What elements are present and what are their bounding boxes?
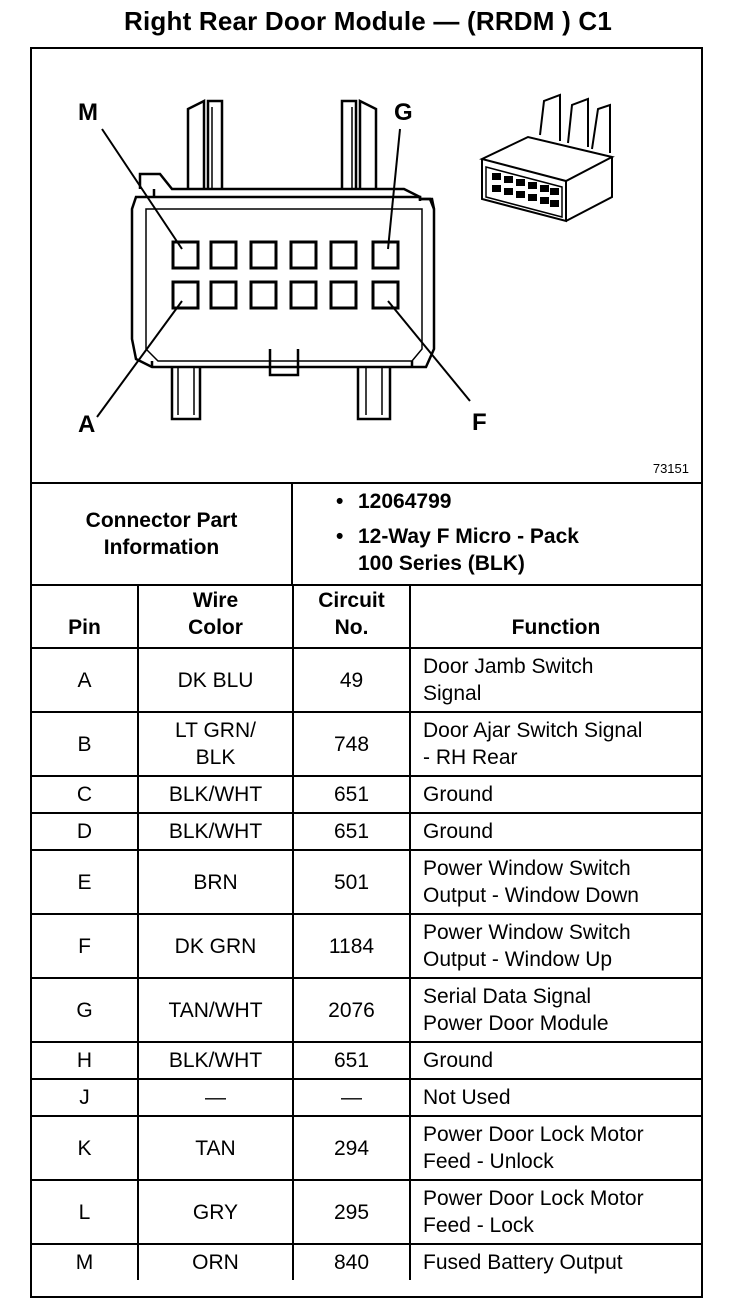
figure-number: 73151 bbox=[652, 461, 689, 476]
function-cell: Power Door Lock Motor Feed - Lock bbox=[410, 1180, 701, 1244]
table-header-row bbox=[32, 586, 701, 648]
pin-cell: L bbox=[32, 1180, 138, 1244]
connector-description-line2: 100 Series (BLK) bbox=[358, 552, 525, 575]
connector-sheet bbox=[30, 47, 703, 1298]
wire-color-cell: DK BLU bbox=[138, 648, 293, 712]
function-cell: Ground bbox=[410, 813, 701, 850]
circuit-number-cell: 840 bbox=[293, 1244, 410, 1280]
pin-cell: E bbox=[32, 850, 138, 914]
table-row bbox=[32, 914, 701, 978]
table-row bbox=[32, 712, 701, 776]
circuit-number-cell: 294 bbox=[293, 1116, 410, 1180]
pin-label-top-left: M bbox=[78, 99, 98, 126]
circuit-number-cell: 651 bbox=[293, 813, 410, 850]
pin-cell: M bbox=[32, 1244, 138, 1280]
connector-part-info bbox=[32, 484, 701, 586]
wire-color-cell: BLK/WHT bbox=[138, 813, 293, 850]
table-row bbox=[32, 776, 701, 813]
function-cell: Door Ajar Switch Signal - RH Rear bbox=[410, 712, 701, 776]
table-row bbox=[32, 1079, 701, 1116]
pin-cell: J bbox=[32, 1079, 138, 1116]
function-cell: Ground bbox=[410, 776, 701, 813]
wire-color-cell: BRN bbox=[138, 850, 293, 914]
table-row bbox=[32, 1042, 701, 1079]
wire-color-cell: BLK/WHT bbox=[138, 1042, 293, 1079]
header-function: Function bbox=[410, 586, 701, 648]
pinout-table bbox=[32, 586, 701, 1280]
function-cell: Not Used bbox=[410, 1079, 701, 1116]
circuit-number-cell: 1184 bbox=[293, 914, 410, 978]
table-row bbox=[32, 978, 701, 1042]
header-circuit-no: Circuit No. bbox=[293, 586, 410, 648]
function-cell: Fused Battery Output bbox=[410, 1244, 701, 1280]
function-cell: Power Window Switch Output - Window Up bbox=[410, 914, 701, 978]
circuit-number-cell: — bbox=[293, 1079, 410, 1116]
circuit-number-cell: 651 bbox=[293, 776, 410, 813]
table-row bbox=[32, 648, 701, 712]
pin-cell: K bbox=[32, 1116, 138, 1180]
circuit-number-cell: 651 bbox=[293, 1042, 410, 1079]
connector-part-details bbox=[332, 488, 579, 585]
connector-face-drawing bbox=[32, 49, 701, 482]
wire-color-cell: GRY bbox=[138, 1180, 293, 1244]
circuit-number-cell: 49 bbox=[293, 648, 410, 712]
pin-label-bottom-left: A bbox=[78, 411, 96, 438]
wire-color-cell: ORN bbox=[138, 1244, 293, 1280]
circuit-number-cell: 501 bbox=[293, 850, 410, 914]
table-row bbox=[32, 1180, 701, 1244]
pin-cell: D bbox=[32, 813, 138, 850]
table-row bbox=[32, 850, 701, 914]
pin-label-bottom-right: F bbox=[472, 409, 487, 436]
function-cell: Power Window Switch Output - Window Down bbox=[410, 850, 701, 914]
pin-cell: G bbox=[32, 978, 138, 1042]
function-cell: Door Jamb Switch Signal bbox=[410, 648, 701, 712]
function-cell: Ground bbox=[410, 1042, 701, 1079]
table-row bbox=[32, 813, 701, 850]
circuit-number-cell: 2076 bbox=[293, 978, 410, 1042]
connector-description bbox=[332, 523, 579, 577]
connector-part-label-line1: Connector Part bbox=[85, 509, 238, 532]
circuit-number-cell: 748 bbox=[293, 712, 410, 776]
pin-cell: F bbox=[32, 914, 138, 978]
page-title: Right Rear Door Module — (RRDM ) C1 bbox=[124, 6, 612, 36]
part-number: • 12064799 bbox=[332, 488, 579, 515]
wire-color-cell: BLK/WHT bbox=[138, 776, 293, 813]
header-pin: Pin bbox=[32, 586, 138, 648]
circuit-number-cell: 295 bbox=[293, 1180, 410, 1244]
wire-color-cell: — bbox=[138, 1079, 293, 1116]
pin-cell: C bbox=[32, 776, 138, 813]
wire-color-cell: TAN bbox=[138, 1116, 293, 1180]
wire-color-cell: TAN/WHT bbox=[138, 978, 293, 1042]
pin-cell: H bbox=[32, 1042, 138, 1079]
function-cell: Power Door Lock Motor Feed - Unlock bbox=[410, 1116, 701, 1180]
pin-label-top-right: G bbox=[394, 99, 413, 126]
pinout-table-body bbox=[32, 648, 701, 1280]
wire-color-cell: LT GRN/ BLK bbox=[138, 712, 293, 776]
pin-cell: B bbox=[32, 712, 138, 776]
table-row bbox=[32, 1244, 701, 1280]
connector-diagram bbox=[32, 49, 701, 484]
connector-part-label bbox=[32, 484, 293, 584]
function-cell: Serial Data Signal Power Door Module bbox=[410, 978, 701, 1042]
header-wire-color: Wire Color bbox=[138, 586, 293, 648]
table-row bbox=[32, 1116, 701, 1180]
connector-part-label-line2: Information bbox=[103, 536, 220, 559]
pin-cell: A bbox=[32, 648, 138, 712]
wire-color-cell: DK GRN bbox=[138, 914, 293, 978]
connector-description-line1: 12-Way F Micro - Pack bbox=[358, 525, 579, 548]
